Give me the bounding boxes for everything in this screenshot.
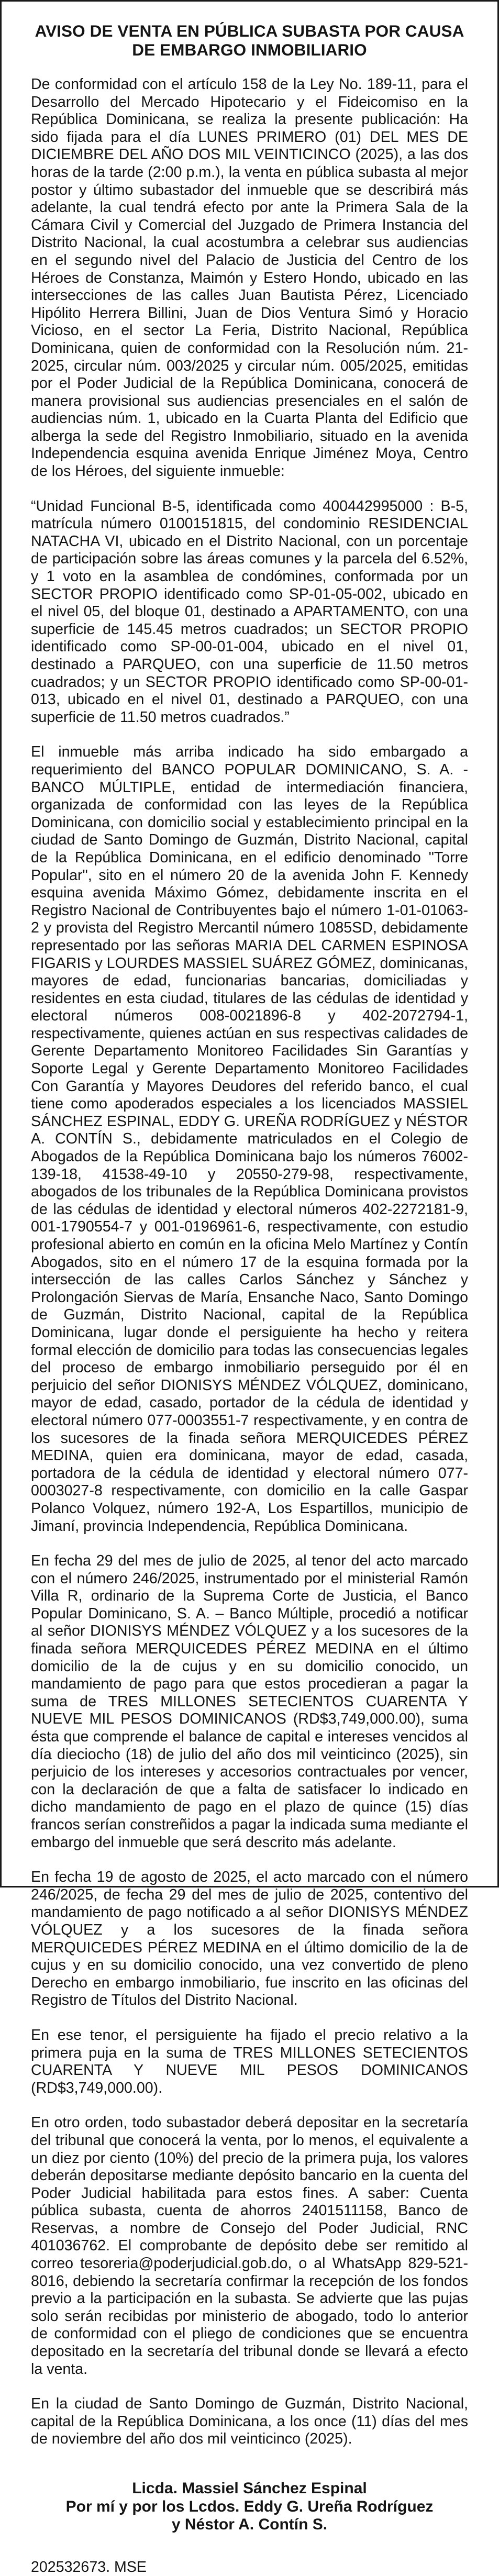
creditor-paragraph: El inmueble más arriba indicado ha sido embargado a requerimiento del BANCO POPULAR DOMINICANO, S. A. - BANCO MÚLTIPLE, entidad de intermediación financiera, organizada de conformidad con las leyes de la República Dominicana, con domicilio social y establecimiento principal en la ciudad de Santo Domingo de Guzmán, Distrito Nacional, capital de la República Dominicana, en el edificio denominado "Torre Popular", sito en el número 20 de la avenida John F. Kennedy esquina avenida Máximo Gómez, debidamente inscrita en el Registro Nacional de Contribuyentes bajo el número 1-01-01063-2 y provista del Registro Mercantil número 1085SD, debidamente representado por las señoras MARIA DEL CARMEN ESPINOSA FIGARIS y LOURDES MASSIEL SUÁREZ GÓMEZ, dominicanas, mayores de edad, funcionarias bancarias, domiciliadas y residentes en esta ciudad, titulares de las cédulas de identidad y electoral números 008-0021896-8 y 402-2072794-1, respectivamente, quienes actúan en sus respectivas calidades de Gerente Departamento Monitoreo Facilidades Sin Garantías y Soporte Legal y Gerente Departamento Monitoreo Facilidades Con Garantía y Mayores Deudores del referido banco, el cual tiene como apoderados especiales a los licenciados MASSIEL SÁNCHEZ ESPINAL, EDDY G. UREÑA RODRÍGUEZ y NÉSTOR A. CONTÍN S., debidamente matriculados en el Colegio de Abogados de la República Dominicana bajo los números 76002-139-18, 41538-49-10 y 20550-279-98, respectivamente, abogados de los tribunales de la República Dominicana provistos de las cédulas de identidad y electoral números 402-2272181-9, 001-1790554-7 y 001-0196961-6, respectivamente, con estudio profesional abierto en común en la oficina Melo Martínez y Contín Abogados, sito en el número 17 de la esquina formada por la intersección de las calles Carlos Sánchez y Sánchez y Prolongación Siervas de María, Ensanche Naco, Santo Domingo de Guzmán, Distrito Nacional, capital de la República Dominicana, lugar donde el persiguiente ha hecho y reitera formal elección de domicilio para todas las consecuencias legales del proceso de embargo inmobiliario perseguido por él en perjuicio del señor DIONISYS MÉNDEZ VÓLQUEZ, dominicano, mayor de edad, casado, portador de la cédula de identidad y electoral número 077-0003551-7 respectivamente, y en contra de los sucesores de la finada señora MERQUICEDES PÉREZ MEDINA, quien era dominicana, mayor de edad, casada, portadora de la cédula de identidad y electoral número 077-0003027-8 respectivamente, con domicilio en la calle Gaspar Polanco Volquez, número 192-A, Los Espartillos, municipio de Jimaní, provincia Independencia, República Dominicana. — [31, 743, 468, 1535]
signature-block — [31, 2480, 468, 2534]
registration-paragraph: En fecha 19 de agosto de 2025, el acto marcado con el número 246/2025, de fecha 29 del mes de julio de 2025, contentivo del mandamiento de pago notificado a al señor DIONISYS MÉNDEZ VÓLQUEZ y a los sucesores de la finada señora MERQUICEDES PÉREZ MEDINA en el último domicilio de la de cujus y en su domicilio conocido, una vez convertido de pleno Derecho en embargo inmobiliario, fue inscrito en las oficinas del Registro de Títulos del Distrito Nacional. — [31, 1869, 468, 2009]
notice-title-line-1: AVISO DE VENTA EN PÚBLICA SUBASTA POR CAUSA — [35, 21, 464, 40]
signature-line-2: Por mí y por los Lcdos. Eddy G. Ureña Rodríguez — [65, 2497, 434, 2515]
signature-line-3: y Néstor A. Contín S. — [171, 2516, 328, 2533]
place-date-paragraph: En la ciudad de Santo Domingo de Guzmán, Distrito Nacional, capital de la República Dominicana, a los once (11) días del mes de noviembre del año dos mil veinticinco (2025). — [31, 2395, 468, 2448]
first-bid-price-paragraph: En ese tenor, el persiguiente ha fijado el precio relativo a la primera puja en la suma de TRES MILLONES SETECIENTOS CUARENTA Y NUEVE MIL PESOS DOMINICANOS (RD$3,749,000.00). — [31, 2026, 468, 2096]
property-description-paragraph: “Unidad Funcional B-5, identificada como 400442995000 : B-5, matrícula número 0100151815, del condominio RESIDENCIAL NATACHA VI, ubicado en el Distrito Nacional, con un porcentaje de participación sobre las áreas comunes y la parcela del 6.52%, y 1 voto en la asamblea de condómines, conformada por un SECTOR PROPIO identificado como SP-01-05-002, ubicado en el nivel 05, del bloque 01, destinado a APARTAMENTO, con una superficie de 145.45 metros cuadrados; un SECTOR PROPIO identificado como SP-00-01-004, ubicado en el nivel 01, destinado a PARQUEO, con una superficie de 11.50 metros cuadrados; y un SECTOR PROPIO identificado como SP-00-01-013, ubicado en el nivel 01, destinado a PARQUEO, con una superficie de 11.50 metros cuadrados.” — [31, 497, 468, 726]
notice-title-line-2: DE EMBARGO INMOBILIARIO — [132, 40, 367, 59]
bidder-deposit-paragraph: En otro orden, todo subastador deberá depositar en la secretaría del tribunal que conocerá la venta, por lo menos, el equivalente a un diez por ciento (10%) del precio de la primera puja, los valores deberán depositarse mediante depósito bancario en la cuenta del Poder Judicial habilitada para estos fines. A saber: Cuenta pública subasta, cuenta de ahorros 2401511158, Banco de Reservas, a nombre de Consejo del Poder Judicial, RNC 401036762. El comprobante de depósito debe ser remitido al correo tesoreria@poderjudicial.gob.do, o al WhatsApp 829-521-8016, debiendo la secretaría confirmar la recepción de los fondos previo a la participación en la subasta. Se advierte que las pujas solo serán recibidas por ministerio de abogado, todo lo anterior de conformidad con el pliego de condiciones que se encuentra depositado en la secretaría del tribunal donde se llevará a efecto la venta. — [31, 2114, 468, 2378]
payment-order-paragraph: En fecha 29 del mes de julio de 2025, al tenor del acto marcado con el número 246/2025, instrumentado por el ministerial Ramón Villa R, ordinario de la Suprema Corte de Justicia, el Banco Popular Dominicano, S. A. – Banco Múltiple, procedió a notificar al señor DIONISYS MÉNDEZ VÓLQUEZ y a los sucesores de la finada señora MERQUICEDES PÉREZ MEDINA en el último domicilio de la de cujus y en su domicilio conocido, un mandamiento de pago para que estos procedieran a pagar la suma de TRES MILLONES SETECIENTOS CUARENTA Y NUEVE MIL PESOS DOMINICANOS (RD$3,749,000.00), suma ésta que comprende el balance de capital e intereses vencidos al día dieciocho (18) de julio del año dos mil veinticinco (2025), sin perjuicio de los intereses y accesorios contractuales por vencer, con la declaración de que a falta de satisfacer lo indicado en dicho mandamiento de pago en el plazo de quince (15) días francos serían constreñidos a pagar la indicada suma mediante el embargo del inmueble que será descrito más adelante. — [31, 1552, 468, 1851]
reference-code: 202532673. MSE — [31, 2558, 147, 2575]
notice-title — [31, 21, 468, 59]
signature-line-1: Licda. Massiel Sánchez Espinal — [132, 2480, 367, 2497]
intro-paragraph: De conformidad con el artículo 158 de la Ley No. 189-11, para el Desarrollo del Mercado Hipotecario y el Fideicomiso en la República Dominicana, se realiza la presente publicación: Ha sido fijada para el día LUNES PRIMERO (01) DEL MES DE DICIEMBRE DEL AÑO DOS MIL VEINTICINCO (2025), a las dos horas de la tarde (2:00 p.m.), la venta en pública subasta al mejor postor y último subastador del inmueble que se describirá más adelante, la cual tendrá efecto por ante la Primera Sala de la Cámara Civil y Comercial del Juzgado de Primera Instancia del Distrito Nacional, la cual acostumbra a celebrar sus audiencias en el segundo nivel del Palacio de Justicia del Centro de los Héroes de Constanza, Maimón y Estero Hondo, ubicado en las intersecciones de las calles Juan Bautista Pérez, Licenciado Hipólito Herrera Billini, Juan de Dios Ventura Simó y Horacio Vicioso, en el sector La Feria, Distrito Nacional, República Dominicana, quien de conformidad con la Resolución núm. 21-2025, circular núm. 003/2025 y circular núm. 005/2025, emitidas por el Poder Judicial de la República Dominicana, conocerá de manera provisional sus audiencias presenciales en el salón de audiencias núm. 1, ubicado en la Cuarta Planta del Edificio que alberga la sede del Registro Inmobiliario, situado en la avenida Independencia esquina avenida Enrique Jiménez Moya, Centro de los Héroes, del siguiente inmueble: — [31, 76, 468, 480]
